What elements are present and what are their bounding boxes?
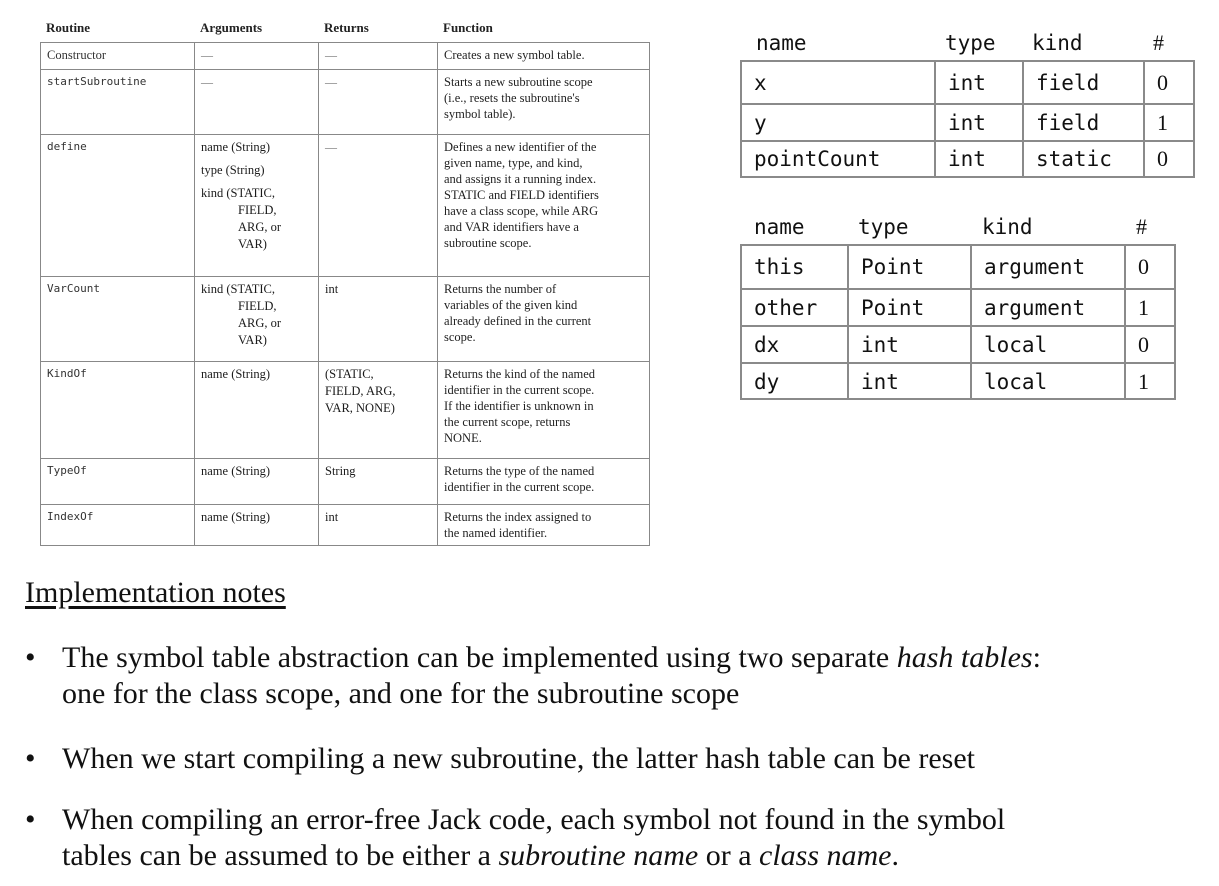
argument-line: VAR) [238,237,267,251]
returns-cell [318,362,437,458]
routine-name: define [47,140,87,153]
table-row [742,246,1174,288]
function-line: symbol table). [444,107,516,121]
note-text-segment: . [891,839,899,872]
routine-name: VarCount [47,282,100,295]
note-line [62,838,1005,874]
function-line: and assigns it a running index. [444,172,597,186]
function-cell [437,70,650,134]
header-routine: Routine [46,20,91,35]
returns-cell: — [318,43,437,69]
symbol-kind: local [970,364,1124,400]
note-text-segment: The symbol table abstraction can be implemented using two separate [62,641,897,674]
header-type: type [945,31,996,55]
function-line: scope. [444,330,476,344]
note-line: one for the class scope, and one for the subroutine scope [62,677,740,710]
function-line: the named identifier. [444,526,548,540]
returns-cell: — [318,135,437,276]
symbol-type: int [934,105,1022,140]
table-row [742,325,1174,362]
table-row [742,362,1174,400]
function-line: (i.e., resets the subroutine's [444,91,580,105]
function-line: Returns the index assigned to [444,510,592,524]
function-line: have a class scope, while ARG [444,204,599,218]
note-text-segment: : [1032,641,1041,674]
arguments-cell [194,135,318,276]
note-emphasis: subroutine name [498,839,699,872]
arguments-cell: — [194,70,318,134]
symbol-index: 1 [1124,364,1176,400]
argument-line: FIELD, [238,203,277,217]
symbol-name: dy [754,370,780,394]
symbol-name: y [754,110,767,135]
bullet-icon: • [25,641,36,674]
returns-cell: — [318,70,437,134]
symbol-index: 0 [1124,327,1176,362]
symbol-index: 1 [1143,105,1195,140]
symbol-index: 0 [1124,246,1176,288]
argument-line: kind (STATIC, [201,282,275,296]
note-line [62,640,1041,676]
return-line: FIELD, ARG, [325,384,396,398]
header-index: # [1136,214,1147,239]
argument-line: VAR) [238,333,267,347]
symbol-name: x [754,70,767,95]
header-kind: kind [982,215,1033,239]
symbol-kind: field [1022,105,1143,140]
argument-line: ARG, or [238,316,282,330]
subroutine-symbol-table [740,210,1176,400]
arguments-cell: name (String) [194,459,318,504]
symbol-name: dx [754,332,780,357]
symbol-type: int [847,364,970,400]
function-line: Returns the type of the named [444,464,595,478]
table-row-startsubroutine [41,69,649,134]
symbol-kind: local [970,327,1124,362]
note-text [62,802,1005,874]
symbol-name: other [754,295,818,320]
routine-name: Constructor [47,48,107,62]
routine-name: TypeOf [47,464,87,477]
note-line: When compiling an error-free Jack code, each symbol not found in the symbol [62,803,1006,836]
note-text [62,741,975,777]
api-table-grid [40,42,650,546]
function-line: STATIC and FIELD identifiers [444,188,599,202]
function-cell [437,459,650,504]
function-cell [437,135,650,276]
table-row [742,103,1193,140]
function-line: identifier in the current scope. [444,383,595,397]
table-row-define [41,134,649,276]
note-emphasis: class name [759,839,892,872]
symbol-type: int [847,327,970,362]
function-cell [437,362,650,458]
argument-line: FIELD, [238,299,277,313]
symbol-kind: argument [970,290,1124,325]
function-line: and VAR identifiers have a [444,220,579,234]
arguments-cell: name (String) [194,505,318,545]
function-line: If the identifier is unknown in [444,399,594,413]
table-row [742,62,1193,103]
note-emphasis: hash tables [896,641,1033,674]
function-line: given name, type, and kind, [444,156,583,170]
return-line: (STATIC, [325,367,374,381]
table-row-kindof [41,361,649,458]
symbol-name: pointCount [754,147,881,171]
note-line: When we start compiling a new subroutine, the latter hash table can be reset [62,742,976,775]
implementation-notes-heading: Implementation notes [25,576,286,609]
function-line: Starts a new subroutine scope [444,75,593,89]
note-text-segment: tables can be assumed to be either a [62,839,499,872]
function-line: variables of the given kind [444,298,578,312]
header-name: name [754,215,805,239]
function-cell [437,505,650,545]
bullet-icon: • [25,742,36,775]
symbol-index: 0 [1143,62,1195,103]
symbol-type: Point [847,290,970,325]
note-text [62,640,1041,712]
bullet-icon: • [25,803,36,836]
table-row [742,140,1193,176]
argument-line: ARG, or [238,220,282,234]
function-line: Defines a new identifier of the [444,140,597,154]
header-type: type [858,215,909,239]
function-cell: Creates a new symbol table. [437,43,650,69]
function-line: Returns the number of [444,282,557,296]
symbol-type: int [934,142,1022,176]
symbol-kind: static [1022,142,1143,176]
routine-name: KindOf [47,367,87,380]
return-line: VAR, NONE) [325,401,395,415]
note-text-segment: or a [698,839,760,872]
function-line: the current scope, returns [444,415,571,429]
table-row [742,288,1174,325]
argument-line: kind (STATIC, [201,186,275,200]
arguments-cell [194,277,318,361]
argument-line: type (String) [201,163,265,177]
function-line: identifier in the current scope. [444,480,595,494]
returns-cell: int [318,505,437,545]
routine-name: IndexOf [47,510,94,523]
header-arguments: Arguments [200,20,263,35]
header-kind: kind [1032,31,1083,55]
argument-line: name (String) [201,140,271,154]
class-symbol-table [740,26,1195,178]
symbol-kind: field [1022,62,1143,103]
class-table-grid [740,60,1195,178]
function-cell [437,277,650,361]
arguments-cell: name (String) [194,362,318,458]
subroutine-table-grid [740,244,1176,400]
arguments-cell: — [194,43,318,69]
symbol-kind: argument [970,246,1124,288]
table-row-typeof [41,458,649,504]
header-index: # [1153,30,1164,55]
symbol-index: 0 [1143,142,1195,176]
function-line: Returns the kind of the named [444,367,596,381]
symbol-type: Point [847,246,970,288]
table-row-constructor [41,43,649,69]
function-line: NONE. [444,431,482,445]
routine-name: startSubroutine [47,75,147,88]
symbol-index: 1 [1124,290,1176,325]
function-line: already defined in the current [444,314,592,328]
returns-cell: String [318,459,437,504]
symbol-name: this [754,255,805,279]
table-row-indexof [41,504,649,545]
header-returns: Returns [324,20,369,35]
symbol-type: int [934,62,1022,103]
table-row-varcount [41,276,649,361]
header-name: name [756,31,807,55]
function-line: subroutine scope. [444,236,532,250]
returns-cell: int [318,277,437,361]
header-function: Function [443,20,493,35]
